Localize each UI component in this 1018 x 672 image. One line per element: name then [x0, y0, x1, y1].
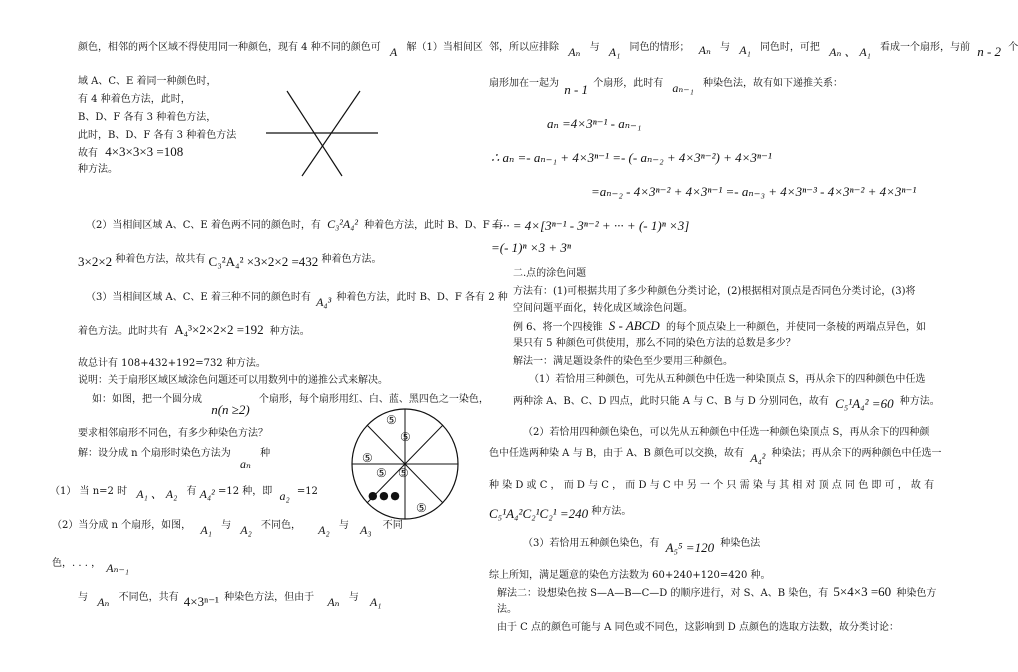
text-line: 解法一：满足题设条件的染色至少要用三种颜色。: [513, 356, 733, 367]
math-expr: A₅⁵ =120: [665, 540, 715, 555]
equation: =··· = 4×[3ⁿ⁻¹ - 3ⁿ⁻² + ··· + (- 1)ⁿ ×3]: [491, 218, 690, 233]
text-line: 空间问题平面化，转化成区域涂色问题。: [513, 303, 693, 314]
text-line: 法。: [497, 604, 517, 615]
math-expr: Aₙ: [97, 595, 110, 609]
math-expr: A₁: [608, 45, 621, 59]
text-run: （3）若恰用五种颜色染色，有: [523, 538, 660, 549]
math-expr: n - 1: [564, 82, 589, 97]
text-run: 种方法。: [269, 326, 310, 337]
text-line: 故总计有 108+432+192=732 种方法。: [78, 358, 266, 369]
math-expr: Aₙ: [698, 43, 711, 57]
math-expr: C₅¹A₄²C₂¹C₂¹ =240: [489, 506, 589, 521]
text-run: 种染色方法，但由于: [224, 592, 315, 603]
math-expr: A₁ 、 A₂: [136, 487, 178, 501]
text-line: [78, 256, 381, 270]
math-expr: C₃²A₄² ×3×2×2 =432: [208, 254, 319, 269]
text-run: 看成一个扇形，与前: [880, 42, 971, 53]
math-expr: aₙ: [240, 457, 251, 471]
text-run: 种染色法，故有如下递推关系：: [702, 78, 843, 89]
circled-number: ⑤: [416, 501, 427, 515]
text-run: =12: [296, 486, 318, 497]
math-expr: 5×4×3 =60: [833, 584, 892, 599]
text-run: 与: [720, 42, 731, 53]
text-run: 例 6、将一个四棱锥: [513, 322, 603, 333]
text-run: 的每个顶点染上一种颜色，并使同一条棱的两端点异色，如: [665, 322, 926, 333]
text-line: 域 A、C、E 着同一种颜色时，: [78, 76, 217, 87]
text-run: 个扇形，每个扇形用红、白、蓝、黑四色之一染色，: [258, 394, 489, 405]
left-column: [0, 0, 508, 672]
text-line: [86, 218, 503, 232]
circled-number: ⑤: [398, 466, 409, 480]
text-line: [52, 556, 129, 575]
text-run: 邻，所以应排除: [489, 42, 559, 53]
math-expr: Aₙ₋₁: [106, 561, 129, 575]
math-expr: n - 2: [977, 44, 1002, 59]
text-line: [523, 536, 761, 555]
math-expr: A₄³×2×2×2 =192: [174, 322, 264, 337]
math-expr: a₂: [279, 489, 290, 503]
text-run: 种着色方法，此时 B、D、F 有: [364, 220, 503, 231]
circled-number: ⑤: [362, 451, 373, 465]
math-expr: Aₙ 、 A₁: [829, 45, 871, 59]
math-expr: A₄²: [199, 487, 215, 501]
ellipsis-dots: ● ● ●: [368, 489, 399, 502]
text-run: 色，. . . ，: [52, 558, 102, 569]
text-run: 与: [338, 520, 349, 531]
math-expr: C₅¹A₄² =60: [835, 396, 894, 411]
text-line: [513, 320, 926, 334]
text-run: 与: [589, 42, 600, 53]
text-run: 种染色方: [896, 588, 937, 599]
math-expr: A₃: [360, 523, 372, 537]
text-line: [52, 518, 403, 537]
text-run: 同色时，可把: [759, 42, 820, 53]
math-expr: A₂: [318, 523, 330, 537]
text-run: （1） 当 n=2 时: [50, 486, 128, 497]
text-line: 说明：关于扇形区域区域涂色问题还可以用数列中的递推公式来解决。: [78, 375, 388, 386]
math-expr: aₙ₋₁: [672, 81, 694, 95]
text-run: 故有: [78, 148, 98, 159]
text-run: 与: [348, 592, 359, 603]
equation: =aₙ₋₂ - 4×3ⁿ⁻² + 4×3ⁿ⁻¹ =- aₙ₋₃ + 4×3ⁿ⁻³ - 4×3ⁿ⁻² + 4×3ⁿ⁻¹: [591, 184, 917, 199]
text-line: 此时，B、D、F 各有 3 种着色方法: [78, 130, 237, 141]
text-line: 果只有 5 种颜色可供使用，那么不同的染色方法的总数是多少？: [513, 338, 796, 349]
text-run: 解法二：设想染色按 S—A—B—C—D 的顺序进行，对 S、A、B 染色，有: [497, 588, 829, 599]
text-run: 种着色方法，此时 B、D、F 各有 2 种: [336, 292, 508, 303]
text-run: 不同色，: [260, 520, 301, 531]
text-line: 种 染 D 或 C ， 而 D 与 C ， 而 D 与 C 中 另 一 个 只 需 染 与 其 相 对 顶 点 同 色 即 可 ， 故 有: [489, 480, 935, 491]
text-line: 由于 C 点的颜色可能与 A 同色或不同色，这影响到 D 点颜色的选取方法数，故分类讨论：: [497, 622, 899, 633]
text-run: 解：设分成 n 个扇形时染色方法为: [78, 448, 231, 459]
text-run: 个扇形，此时有: [593, 78, 664, 89]
equation: ∴ aₙ =- aₙ₋₁ + 4×3ⁿ⁻¹ =- (- aₙ₋₂ + 4×3ⁿ⁻²) + 4×3ⁿ⁻¹: [491, 150, 772, 165]
circled-number: ⑤: [376, 466, 387, 480]
text-run: （2）当相间区域 A、C、E 着色两不同的颜色时，有: [86, 220, 321, 231]
text-run: 种着色方法，故共有: [115, 254, 206, 265]
math-expr: A₁: [739, 43, 751, 57]
text-line: [489, 40, 1018, 59]
text-run: 种染法；再从余下的两种颜色中任选一: [771, 448, 942, 459]
text-line: [78, 324, 310, 338]
circled-number: ⑤: [386, 413, 397, 427]
text-run: 种方法。: [899, 396, 940, 407]
text-line: 有 4 种着色方法，此时，: [78, 94, 191, 105]
text-run: 颜色，相邻的两个区域不得使用同一种颜色，现有 4 种不同的颜色可: [78, 42, 381, 53]
math-expr: Aₙ: [568, 45, 581, 59]
text-run: 与: [78, 592, 88, 603]
text-run: 种着色方法。: [321, 254, 382, 265]
text-run: 种方法。: [591, 506, 632, 517]
math-expr: n(n ≥2): [211, 402, 250, 417]
text-run: 扇形加在一起为: [489, 78, 559, 89]
text-run: 不同: [382, 520, 403, 531]
text-line: 综上所知，满足题意的染色方法数为 60+240+120=420 种。: [489, 570, 771, 581]
text-run: 着色方法。此时共有: [78, 326, 168, 337]
math-expr: A₄³: [316, 295, 332, 309]
circled-number: ⑤: [400, 430, 411, 444]
math-expr: A₂: [240, 523, 252, 537]
section-heading: 二.点的涂色问题: [513, 268, 587, 279]
math-expr: S - ABCD: [608, 318, 660, 333]
text-line: [92, 392, 489, 417]
text-line: [78, 446, 271, 471]
right-column: [475, 0, 1018, 672]
text-line: [50, 484, 318, 503]
math-expr: 3×2×2: [78, 254, 113, 269]
text-run: 有: [186, 486, 197, 497]
text-line: [489, 504, 632, 521]
hexagon-lines-figure: [260, 88, 380, 178]
text-line: [86, 290, 508, 309]
text-run: 种染色法: [720, 538, 761, 549]
text-run: 同色的情形；: [629, 42, 690, 53]
text-run: =12 种，即: [217, 486, 273, 497]
math-expr: C₃²A₄²: [327, 217, 358, 231]
math-expr: Aₙ: [327, 595, 340, 609]
text-line: （2）若恰用四种颜色染色，可以先从五种颜色中任选一种颜色染顶点 S，再从余下的四种颜: [523, 427, 930, 438]
text-run: 如：如图，把一个圆分成: [92, 394, 202, 405]
text-run: 种: [260, 448, 271, 459]
text-run: 两种涂 A、B、C、D 四点，此时只能 A 与 C、B 与 D 分别同色，故有: [513, 396, 829, 407]
text-line: [497, 586, 936, 600]
text-run: 不同色，共有: [118, 592, 179, 603]
text-run: 色中任选两种染 A 与 B，由于 A、B 颜色可以交换，故有: [489, 448, 745, 459]
text-line: B、D、F 各有 3 种着色方法，: [78, 112, 217, 123]
math-expr: 4×3×3×3 =108: [105, 144, 184, 159]
text-line: 方法有：(1)可根据共用了多少种颜色分类讨论，(2)根据相对顶点是否同色分类讨论，(3)将: [513, 286, 916, 297]
text-line: [489, 76, 843, 97]
equation: =(- 1)ⁿ ×3 + 3ⁿ: [491, 240, 571, 255]
text-line: [78, 146, 183, 160]
text-run: 解（1）当相间区: [406, 42, 483, 53]
text-line: [78, 40, 483, 59]
text-run: 与: [221, 520, 232, 531]
text-line: [513, 394, 940, 411]
text-line: [78, 590, 382, 609]
math-expr: A₁: [369, 595, 382, 609]
text-line: 种方法。: [78, 164, 118, 175]
math-expr: A: [389, 45, 398, 59]
text-line: [489, 446, 942, 465]
math-expr: 4×3ⁿ⁻¹: [183, 594, 219, 609]
text-run: 个: [1008, 42, 1018, 53]
math-expr: A₄²: [750, 451, 766, 465]
equation: aₙ =4×3ⁿ⁻¹ - aₙ₋₁: [547, 116, 642, 131]
text-run: （2）当分成 n 个扇形，如图，: [52, 520, 192, 531]
text-run: （3）当相间区域 A、C、E 着三种不同的颜色时有: [86, 292, 311, 303]
math-expr: A₁: [200, 523, 212, 537]
text-line: （1）若恰用三种颜色，可先从五种颜色中任选一种染顶点 S，再从余下的四种颜色中任选: [529, 374, 926, 385]
text-line: 要求相邻扇形不同色，有多少种染色方法？: [78, 428, 268, 439]
